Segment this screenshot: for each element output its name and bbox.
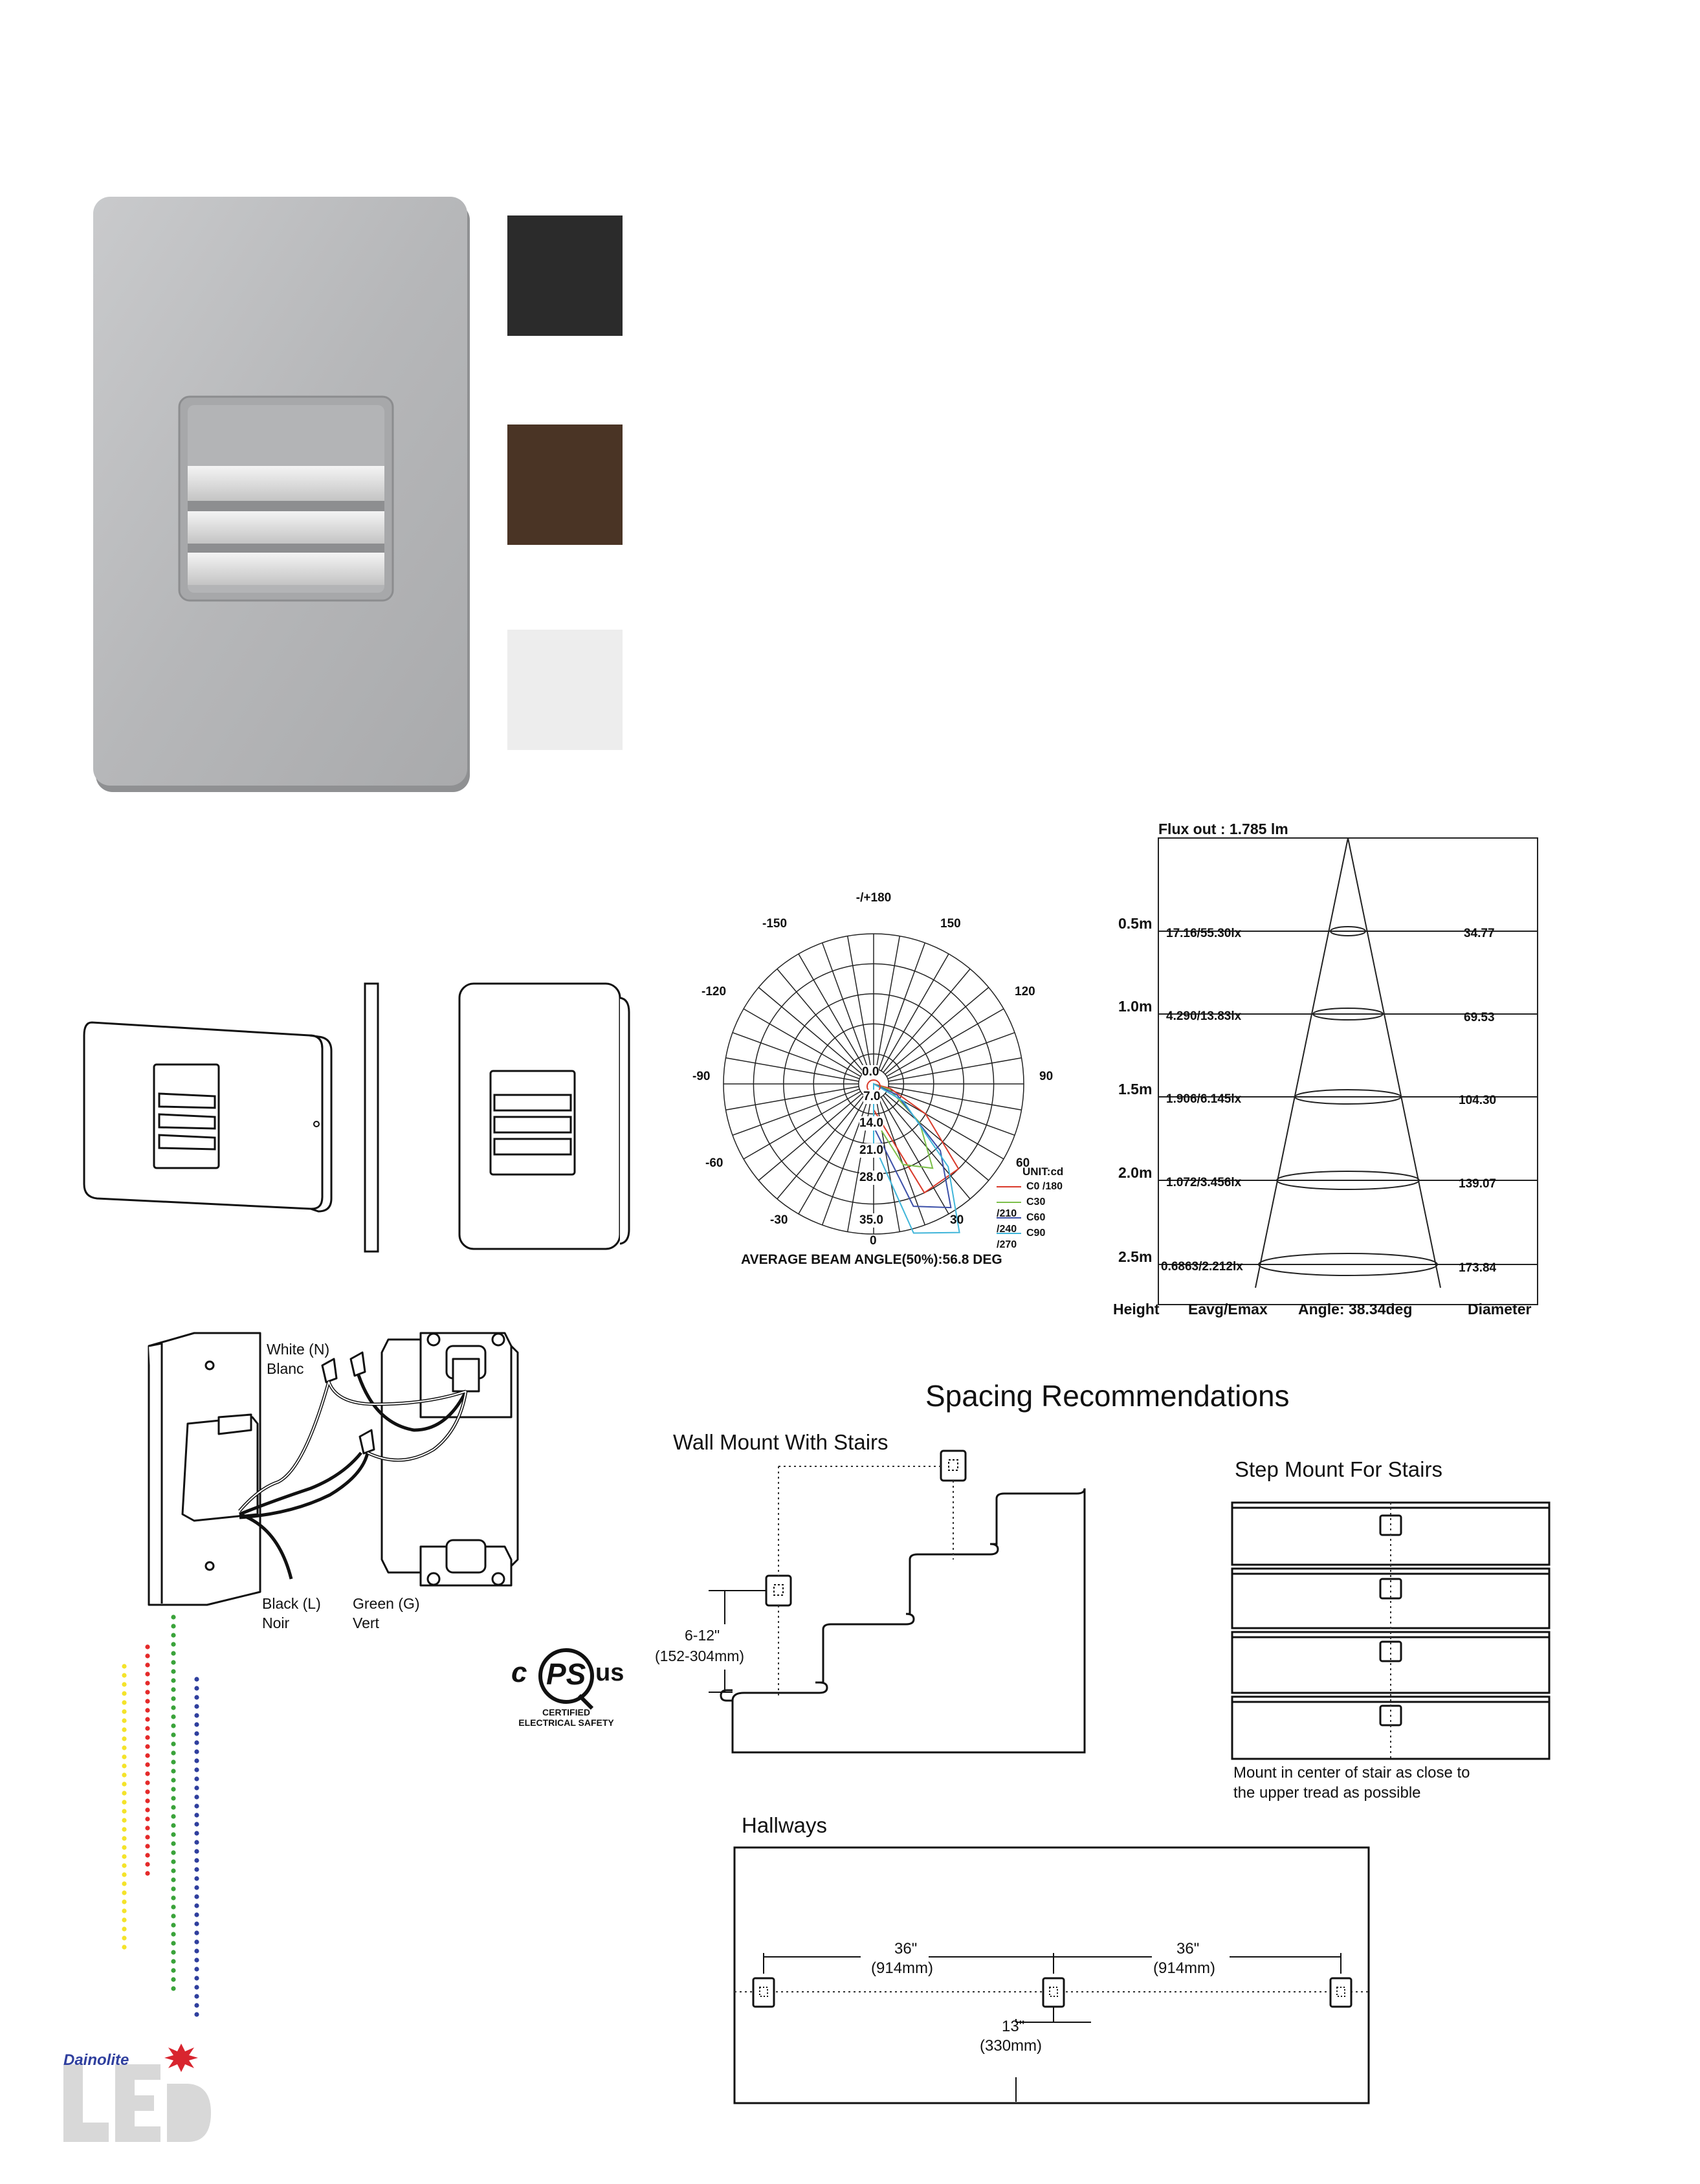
decorative-dot — [122, 1945, 126, 1949]
finish-swatch-black — [507, 215, 623, 336]
cone-height-label: 1.0m — [1118, 998, 1153, 1015]
polar-unit-label: UNIT:cd — [1022, 1165, 1064, 1178]
cps-ps: PS — [546, 1657, 586, 1691]
wire-label-green-fr: Vert — [353, 1615, 379, 1631]
legend-line — [997, 1186, 1021, 1187]
decorative-dot — [171, 1759, 175, 1764]
decorative-dot — [171, 1941, 175, 1945]
wall-mount-diagram — [647, 1443, 1100, 1760]
decorative-dot — [171, 1832, 175, 1837]
legend-label: C90 /270 — [997, 1228, 1046, 1250]
cps-line2: ELECTRICAL SAFETY — [518, 1717, 614, 1728]
decorative-dot — [194, 1677, 199, 1681]
polar-angle-label: -90 — [692, 1070, 711, 1083]
polar-grid-spoke — [889, 1086, 1022, 1110]
decorative-dot — [194, 1831, 199, 1835]
hallway-dim-height: 13" — [1002, 2018, 1025, 2035]
decorative-dot — [194, 1894, 199, 1899]
decorative-dot — [145, 1844, 149, 1848]
decorative-dot — [194, 1758, 199, 1763]
cone-chart — [1100, 819, 1540, 1323]
decorative-dot — [194, 1794, 199, 1799]
decorative-dot — [171, 1624, 175, 1628]
decorative-dot — [194, 1930, 199, 1935]
wire-label-green: Green (G) — [353, 1595, 420, 1612]
polar-grid-spoke — [726, 1058, 859, 1081]
cone-diameter-label: 69.53 — [1464, 1011, 1495, 1024]
step-mount-title: Step Mount For Stairs — [1235, 1457, 1442, 1481]
decorative-dot — [171, 1805, 175, 1809]
decorative-dot — [145, 1653, 149, 1658]
cone-diameter-label: 173.84 — [1459, 1261, 1497, 1275]
polar-angle-label: -30 — [770, 1213, 788, 1227]
cone-eavg-label: 1.072/3.456lx — [1166, 1176, 1242, 1189]
polar-grid-spoke — [876, 936, 900, 1070]
decorative-dot — [194, 1686, 199, 1690]
decorative-dot — [194, 1767, 199, 1772]
decorative-dot — [194, 1731, 199, 1736]
hallways-title: Hallways — [742, 1813, 828, 1837]
decorative-dot — [122, 1845, 126, 1849]
decorative-dot — [171, 1633, 175, 1637]
decorative-dot — [145, 1681, 149, 1685]
decorative-dot — [122, 1809, 126, 1813]
decorative-dot — [145, 1744, 149, 1748]
decorative-dot — [194, 1776, 199, 1781]
hallway-dim-height-mm: (330mm) — [980, 2037, 1043, 2055]
decorative-dot — [122, 1772, 126, 1777]
decorative-dot — [145, 1826, 149, 1830]
decorative-dot — [145, 1853, 149, 1857]
cone-diameter-label: 104.30 — [1459, 1094, 1497, 1107]
polar-radial-label: 7.0 — [863, 1090, 881, 1103]
cone-height-label: 0.5m — [1118, 915, 1153, 932]
polar-legend-item — [997, 1181, 1063, 1193]
cone-diameter-label: 139.07 — [1459, 1177, 1497, 1191]
decorative-dot — [145, 1835, 149, 1839]
decorative-dot — [122, 1682, 126, 1686]
wire-label-white-fr: Blanc — [267, 1360, 304, 1377]
decorative-dot — [171, 1787, 175, 1791]
decorative-dot — [122, 1854, 126, 1859]
decorative-dot — [122, 1908, 126, 1913]
decorative-dot — [194, 1704, 199, 1708]
polar-angle-label: 90 — [1039, 1070, 1054, 1083]
decorative-dot — [171, 1660, 175, 1664]
decorative-dot — [194, 1985, 199, 1989]
decorative-dot — [194, 1813, 199, 1817]
decorative-dot — [122, 1673, 126, 1677]
decorative-dot — [194, 1994, 199, 1998]
decorative-dot — [194, 1867, 199, 1871]
polar-legend-item — [997, 1228, 1068, 1251]
hallways-diagram — [731, 1844, 1372, 2110]
decorative-dot — [194, 1749, 199, 1754]
decorative-dot — [171, 1651, 175, 1655]
decorative-dot — [194, 1912, 199, 1917]
cone-height-label: 2.0m — [1118, 1164, 1153, 1181]
cone-diameter-label: 34.77 — [1464, 927, 1495, 940]
polar-radial-label: 28.0 — [859, 1171, 883, 1184]
decorative-dot — [122, 1890, 126, 1895]
wire-label-black: Black (L) — [262, 1595, 321, 1612]
decorative-dot — [145, 1753, 149, 1758]
wire-label-white: White (N) — [267, 1341, 330, 1358]
polar-angle-label: 30 — [950, 1213, 964, 1227]
decorative-dot — [194, 1967, 199, 1971]
decorative-dot — [122, 1836, 126, 1840]
legend-line — [997, 1233, 1021, 1234]
decorative-dot — [194, 1849, 199, 1853]
polar-caption: AVERAGE BEAM ANGLE(50%):56.8 DEG — [741, 1252, 1002, 1267]
cone-height-label: 1.5m — [1118, 1081, 1153, 1098]
decorative-dot — [194, 1740, 199, 1745]
decorative-dot — [122, 1936, 126, 1940]
decorative-dot — [171, 1714, 175, 1719]
decorative-dot — [122, 1718, 126, 1723]
hallway-dim-right: 36" — [1176, 1940, 1200, 1958]
decorative-dot — [122, 1727, 126, 1732]
decorative-dot — [122, 1664, 126, 1668]
polar-radial-label: 35.0 — [859, 1213, 883, 1227]
decorative-dot — [122, 1917, 126, 1922]
decorative-dot — [122, 1691, 126, 1695]
decorative-dot — [171, 1977, 175, 1981]
wall-mount-title: Wall Mount With Stairs — [673, 1430, 889, 1454]
decorative-dot — [194, 1976, 199, 1980]
step-mount-note: Mount in center of stair as close to — [1233, 1764, 1470, 1781]
decorative-dot — [171, 1904, 175, 1909]
polar-angle-label: 60 — [1016, 1156, 1030, 1170]
decorative-dot — [194, 1958, 199, 1962]
decorative-dot — [171, 1986, 175, 1991]
decorative-dot — [145, 1708, 149, 1712]
decorative-dot — [194, 1785, 199, 1790]
decorative-dot — [194, 1948, 199, 1953]
polar-angle-label: 120 — [1015, 985, 1035, 998]
decorative-dot — [171, 1814, 175, 1818]
polar-grid-spoke — [848, 936, 871, 1070]
polar-grid-spoke — [889, 1058, 1022, 1081]
decorative-dot — [122, 1818, 126, 1822]
decorative-dot — [171, 1687, 175, 1692]
polar-radial-label: 21.0 — [859, 1143, 883, 1157]
decorative-dot — [194, 1885, 199, 1890]
finish-swatch-white — [507, 630, 623, 750]
decorative-dot — [171, 1968, 175, 1972]
decorative-dot — [171, 1778, 175, 1782]
cps-us: us — [595, 1659, 624, 1686]
decorative-dot — [171, 1886, 175, 1891]
decorative-dot — [194, 1713, 199, 1717]
decorative-dot — [171, 1868, 175, 1873]
polar-angle-label: -120 — [701, 985, 727, 998]
decorative-dot — [171, 1705, 175, 1710]
decorative-dot — [145, 1771, 149, 1776]
polar-radial-label: 0.0 — [862, 1065, 879, 1079]
wall-mount-dim-mm: (152-304mm) — [655, 1648, 745, 1664]
line-drawings — [78, 971, 634, 1268]
decorative-dot — [122, 1881, 126, 1886]
decorative-dot — [122, 1827, 126, 1831]
decorative-dot — [171, 1859, 175, 1864]
decorative-dot — [145, 1789, 149, 1794]
decorative-dot — [122, 1899, 126, 1904]
decorative-dot — [122, 1754, 126, 1759]
decorative-dot — [145, 1816, 149, 1821]
brand-logo — [58, 2032, 214, 2148]
polar-angle-label: 150 — [940, 917, 961, 931]
decorative-dot — [122, 1763, 126, 1768]
decorative-dot — [194, 1921, 199, 1926]
cone-footer-eavg: Eavg/Emax — [1188, 1301, 1268, 1318]
decorative-dot — [122, 1700, 126, 1704]
decorative-dot — [122, 1791, 126, 1795]
polar-angle-label: -60 — [705, 1156, 723, 1170]
legend-line — [997, 1202, 1021, 1203]
cone-footer-diameter: Diameter — [1468, 1301, 1532, 1318]
cone-footer-height: Height — [1113, 1301, 1160, 1318]
decorative-dot — [171, 1959, 175, 1963]
decorative-dot — [171, 1741, 175, 1746]
decorative-dot — [171, 1615, 175, 1619]
cps-line1: CERTIFIED — [542, 1707, 590, 1717]
decorative-dot — [145, 1871, 149, 1875]
hallway-dim-left: 36" — [894, 1940, 918, 1958]
polar-angle-label: 0 — [870, 1234, 877, 1248]
decorative-dot — [145, 1662, 149, 1667]
cone-eavg-label: 17.16/55.30lx — [1166, 927, 1242, 940]
cone-eavg-label: 4.290/13.83lx — [1166, 1009, 1242, 1023]
cone-eavg-label: 0.6863/2.212lx — [1161, 1260, 1243, 1274]
cps-certification-mark — [505, 1631, 628, 1734]
decorative-dot — [145, 1762, 149, 1767]
decorative-dot — [194, 1903, 199, 1908]
hallway-dim-right-mm: (914mm) — [1153, 1959, 1216, 1977]
decorative-dot — [145, 1798, 149, 1803]
legend-label: C0 /180 — [1026, 1181, 1063, 1192]
decorative-dot — [145, 1717, 149, 1721]
decorative-dot — [194, 1876, 199, 1881]
decorative-dot — [194, 1939, 199, 1944]
decorative-dot — [145, 1735, 149, 1739]
decorative-dot — [122, 1872, 126, 1877]
spacing-title: Spacing Recommendations — [925, 1379, 1290, 1413]
decorative-dot — [122, 1736, 126, 1741]
decorative-dot — [145, 1644, 149, 1649]
legend-label: C60 /240 — [997, 1212, 1046, 1235]
decorative-dot — [171, 1895, 175, 1900]
decorative-dot — [171, 1696, 175, 1701]
polar-chart — [679, 890, 1068, 1278]
polar-angle-label: -150 — [762, 917, 788, 931]
cps-c: c — [511, 1657, 527, 1688]
cone-diagram — [1100, 819, 1540, 1323]
decorative-dot — [171, 1932, 175, 1936]
decorative-dot — [122, 1863, 126, 1868]
decorative-dot — [194, 1722, 199, 1726]
decorative-dot — [145, 1807, 149, 1812]
polar-radial-label: 14.0 — [859, 1116, 883, 1130]
decorative-dot — [122, 1781, 126, 1786]
decorative-dot — [171, 1642, 175, 1646]
decorative-dot — [194, 1803, 199, 1808]
decorative-dot — [122, 1745, 126, 1750]
wire-label-black-fr: Noir — [262, 1615, 290, 1631]
decorative-dot — [171, 1914, 175, 1918]
polar-grid-spoke — [726, 1086, 859, 1110]
cone-footer-angle: Angle: 38.34deg — [1298, 1301, 1413, 1318]
decorative-dot — [194, 1695, 199, 1699]
decorative-dot — [122, 1709, 126, 1714]
polar-angle-label: -/+180 — [856, 891, 892, 905]
decorative-dot — [145, 1671, 149, 1676]
decorative-dot — [145, 1690, 149, 1694]
decorative-dot — [171, 1678, 175, 1682]
decorative-dot — [194, 1840, 199, 1844]
decorative-dot — [171, 1950, 175, 1954]
decorative-dot — [194, 2003, 199, 2007]
wall-mount-dim: 6-12" — [685, 1627, 720, 1644]
decorative-dot-lines — [116, 1615, 207, 2029]
cone-eavg-label: 1.906/6.145lx — [1166, 1092, 1242, 1106]
step-mount-note: the upper tread as possible — [1233, 1784, 1421, 1802]
brand-name: Dainolite — [63, 2051, 129, 2069]
cone-flux-label: Flux out : 1.785 lm — [1158, 821, 1288, 837]
step-mount-diagram — [1230, 1488, 1556, 1767]
decorative-dot — [171, 1796, 175, 1800]
decorative-dot — [145, 1780, 149, 1785]
decorative-dot — [122, 1926, 126, 1931]
decorative-dot — [171, 1750, 175, 1755]
decorative-dot — [122, 1800, 126, 1804]
decorative-dot — [171, 1850, 175, 1855]
decorative-dot — [145, 1726, 149, 1730]
decorative-dot — [171, 1841, 175, 1846]
hallway-dim-left-mm: (914mm) — [871, 1959, 934, 1977]
decorative-dot — [145, 1862, 149, 1866]
decorative-dot — [171, 1769, 175, 1773]
decorative-dot — [194, 1858, 199, 1862]
decorative-dot — [171, 1923, 175, 1927]
decorative-dot — [171, 1877, 175, 1882]
product-photo — [91, 194, 479, 799]
decorative-dot — [171, 1823, 175, 1827]
decorative-dot — [194, 2012, 199, 2016]
decorative-dot — [145, 1699, 149, 1703]
decorative-dot — [194, 1822, 199, 1826]
decorative-dot — [171, 1732, 175, 1737]
decorative-dot — [171, 1723, 175, 1728]
cone-height-label: 2.5m — [1118, 1248, 1153, 1265]
wiring-diagram — [142, 1320, 569, 1624]
finish-swatch-bronze — [507, 425, 623, 545]
decorative-dot — [171, 1669, 175, 1673]
legend-line — [997, 1217, 1021, 1219]
legend-label: C30 /210 — [997, 1197, 1046, 1219]
